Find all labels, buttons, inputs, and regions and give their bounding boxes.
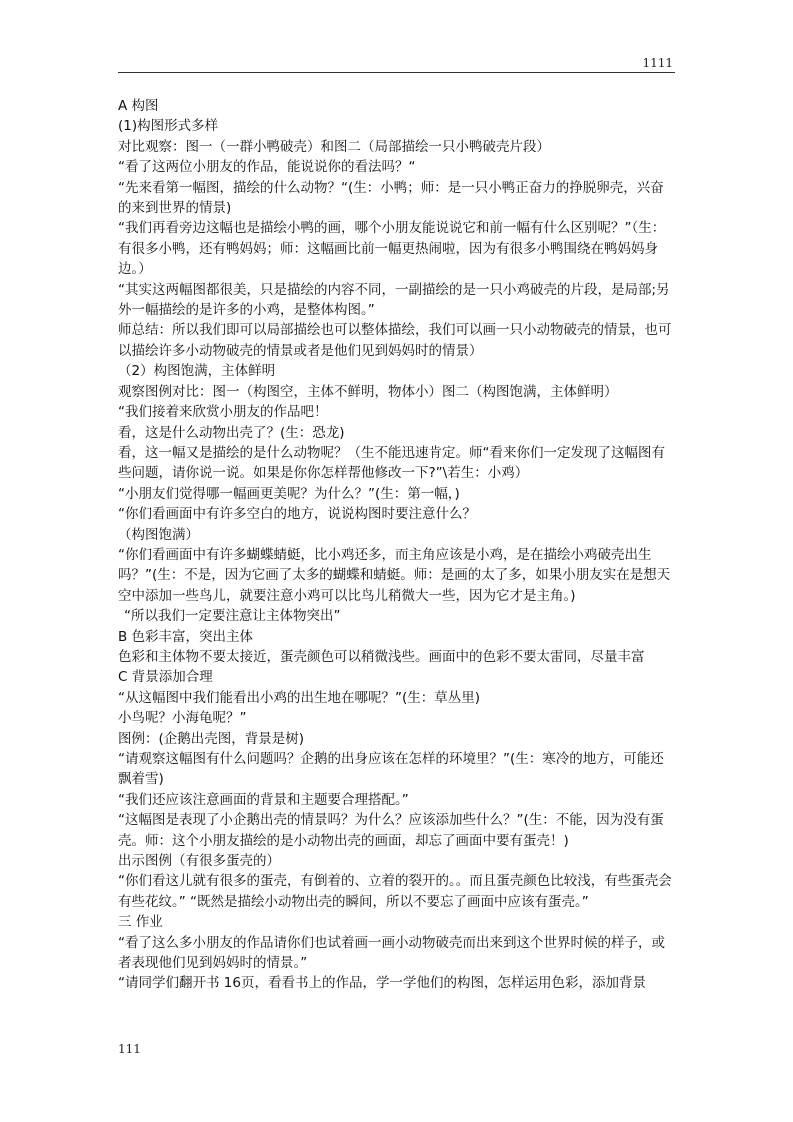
text-line: “小朋友们觉得哪一幅画更美呢？为什么？”(生：第一幅，) bbox=[118, 485, 460, 502]
text-line: 小鸟呢？小海龟呢？” bbox=[118, 710, 247, 727]
text-line: “请观察这幅图有什么问题吗？企鹅的出身应该在怎样的环境里？”(生：寒冷的地方，可能还飘着雪) bbox=[118, 751, 664, 788]
text-line: “看了这么多小朋友的作品请你们也试着画一画小动物破壳而出来到这个世界时候的样子，或者表现他们见到妈妈时的情景。” bbox=[118, 934, 665, 972]
text-line: 对比观察：图一（一群小鸭破壳）和图二（局部描绘一只小鸭破壳片段） bbox=[118, 138, 550, 155]
text-line: 师总结：所以我们即可以局部描绘也可以整体描绘，我们可以画一只小动物破壳的情景，也可以描绘许多小动物破壳的情景或者是他们见到妈妈时的情景） bbox=[118, 322, 672, 359]
text-line: B 色彩丰富，突出主体 bbox=[118, 628, 254, 645]
text-line: “看了这两位小朋友的作品，能说说你的看法吗？“ bbox=[118, 159, 416, 176]
text-line: “从这幅图中我们能看出小鸡的出生地在哪呢？”(生：草丛里) bbox=[118, 689, 481, 706]
text-line: “你们看画面中有许多空白的地方，说说构图时要注意什么？ bbox=[118, 506, 476, 523]
text-line: （2）构图饱满，主体鲜明 bbox=[118, 363, 276, 380]
footer-page-number: 111 bbox=[118, 1042, 141, 1056]
document-body bbox=[118, 96, 676, 994]
header-divider bbox=[118, 72, 675, 73]
text-line: “这幅图是表现了小企鹅出壳的情景吗？为什么？应该添加些什么？”(生：不能，因为没有蛋壳。师：这个小朋友描绘的是小动物出壳的画面，却忘了画面中要有蛋壳！) bbox=[118, 812, 664, 849]
text-line: （构图饱满） bbox=[118, 526, 199, 543]
text-line: 图例：(企鹅出壳图，背景是树) bbox=[118, 730, 305, 747]
text-line: 出示图例（有很多蛋壳的） bbox=[118, 853, 280, 870]
text-line: 看，这是什么动物出壳了？(生：恐龙) bbox=[118, 424, 345, 441]
text-line: “我们还应该注意画面的背景和主题要合理搭配。” bbox=[118, 791, 409, 808]
text-line: “请同学们翻开书 16页，看看书上的作品，学一学他们的构图，怎样运用色彩，添加背景 bbox=[118, 975, 646, 992]
text-line: 三 作业 bbox=[118, 914, 163, 931]
text-line: “所以我们一定要注意让主体物突出” bbox=[124, 608, 341, 625]
text-line: 观察图例对比：图一（构图空，主体不鲜明，物体小）图二（构图饱满，主体鲜明） bbox=[118, 383, 618, 400]
text-line: “你们看画面中有许多蝴蝶蜻蜓，比小鸡还多，而主角应该是小鸡，是在描绘小鸡破壳出生吗？”(生：不是，因为它画了太多的蝴蝶和蜻蜓。师：是画的太了多，如果小朋友实在是想天空中添加一些鸟儿，就要注意小鸡可以比鸟儿稍微大一些，因为它才是主角。) bbox=[118, 546, 671, 604]
text-line: “我们接着来欣赏小朋友的作品吧！ bbox=[118, 404, 328, 421]
text-line: A 构图 bbox=[118, 98, 159, 114]
header-page-number: 1111 bbox=[642, 56, 673, 70]
text-line: (1)构图形式多样 bbox=[118, 118, 219, 135]
text-line: “我们再看旁边这幅也是描绘小鸭的画，哪个小朋友能说说它和前一幅有什么区别呢？”（生：有很多小鸭，还有鸭妈妈；师：这幅画比前一幅更热闹啦，因为有很多小鸭围绕在鸭妈妈身边。） bbox=[118, 220, 666, 278]
text-line: “先来看第一幅图，描绘的什么动物？“(生：小鸭；师：是一只小鸭正奋力的挣脱卵壳，兴奋的来到世界的情景) bbox=[118, 179, 664, 217]
text-line: 色彩和主体物不要太接近，蛋壳颜色可以稍微浅些。画面中的色彩不要太雷同，尽量丰富 bbox=[118, 648, 645, 665]
text-line: C 背景添加合理 bbox=[118, 669, 213, 686]
text-line: 看，这一幅又是描绘的是什么动物呢？（生不能迅速肯定。师“看来你们一定发现了这幅图有些问题，请你说一说。如果是你你怎样帮他修改一下?”\若生：小鸡） bbox=[118, 444, 665, 482]
text-line: “其实这两幅图都很美，只是描绘的内容不同，一副描绘的是一只小鸡破壳的片段，是局部;另外一幅描绘的是许多的小鸡，是整体构图。” bbox=[118, 281, 670, 319]
text-line: “你们看这儿就有很多的蛋壳，有倒着的、立着的裂开的。。而且蛋壳颜色比较浅，有些蛋壳会有些花纹。” “既然是描绘小动物出壳的瞬间，所以不要忘了画面中应该有蛋壳。” bbox=[118, 873, 672, 910]
